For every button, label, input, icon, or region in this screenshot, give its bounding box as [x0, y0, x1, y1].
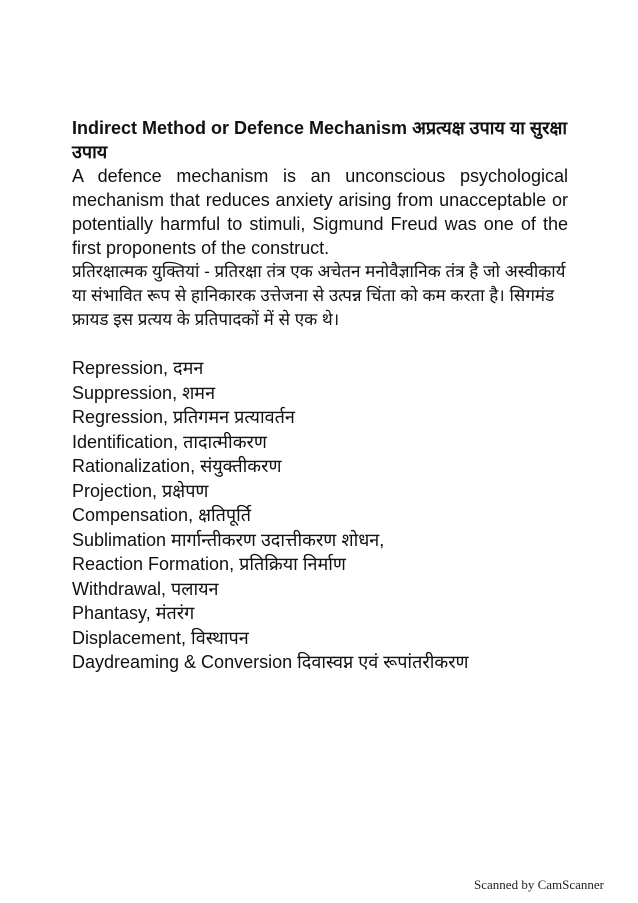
list-item: Reaction Formation, प्रतिक्रिया निर्माण: [72, 554, 346, 574]
list-item: Withdrawal, पलायन: [72, 578, 219, 599]
definition-paragraph-hindi: प्रतिरक्षात्मक युक्तियां - प्रतिरक्षा तंत्र एक अचेतन मनोवैज्ञानिक तंत्र है जो अस्वीकार्य या संभावित रूप से हानिकारक उत्तेजना से उत्पन्न चिंता को कम करता है। सिगमंड फ्रायड इस प्रत्यय के प्रतिपादकों में से एक थे।: [72, 262, 566, 329]
list-item: Regression, प्रतिगमन प्रत्यावर्तन: [72, 407, 295, 427]
list-item: Rationalization, संयुक्तीकरण: [72, 456, 282, 476]
definition-paragraph-english: A defence mechanism is an unconscious psychological mechanism that reduces anxiety arising from unacceptable or potentially harmful to stimuli, Sigmund Freud was one of the first proponents of the construct.: [72, 166, 568, 258]
list-item: Compensation, क्षतिपूर्ति: [72, 505, 252, 525]
defence-mechanism-list: [72, 356, 568, 675]
section-heading: Indirect Method or Defence Mechanism अप्रत्यक्ष उपाय या सुरक्षा उपाय: [72, 118, 568, 162]
list-item: Repression, दमन: [72, 358, 204, 378]
document-body: [72, 116, 568, 675]
list-item: Identification, तादात्मीकरण: [72, 431, 267, 452]
list-item: Projection, प्रक्षेपण: [72, 480, 209, 501]
list-item: Displacement, विस्थापन: [72, 627, 249, 648]
list-item: Daydreaming & Conversion दिवास्वप्न एवं रूपांतरीकरण: [72, 652, 469, 672]
scanner-watermark: Scanned by CamScanner: [474, 877, 604, 892]
list-item: Phantasy, मंतरंग: [72, 603, 195, 623]
list-item: Sublimation मार्गान्तीकरण उदात्तीकरण शोधन,: [72, 529, 385, 550]
list-item: Suppression, शमन: [72, 382, 216, 403]
